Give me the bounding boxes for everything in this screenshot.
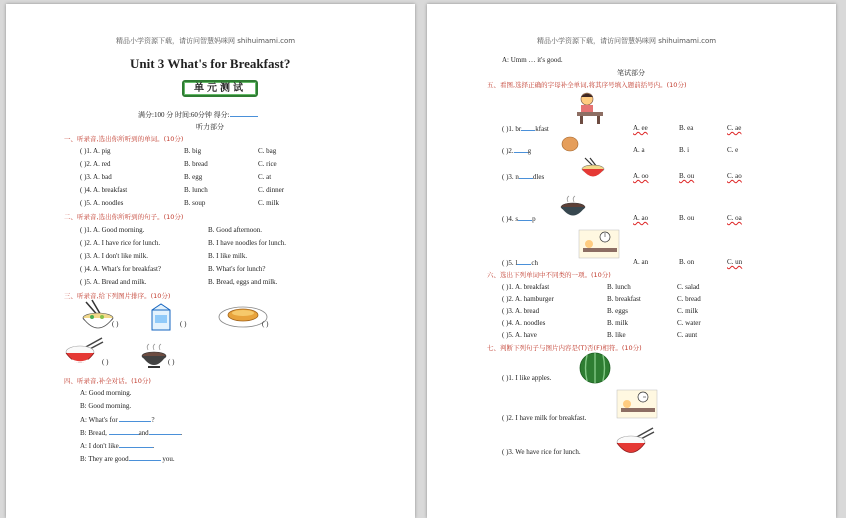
section-7-title: 七、判断下列句子与图片内容是(T)否(F)相符。(10分)	[487, 344, 642, 352]
s4-line-4: B: Bread, and .	[80, 429, 183, 437]
s3-paren-3: ( )	[262, 320, 269, 328]
milk-carton-image	[150, 302, 172, 332]
s5-item-2-c: C. e	[727, 146, 739, 154]
s2-item-3-a: ( )3. A. I don't like milk.	[80, 252, 148, 260]
unit-title: Unit 3 What's for Breakfast?	[130, 56, 291, 71]
s1-item-4: ( )4. A. breakfast	[80, 186, 128, 194]
document-page-right	[427, 4, 836, 518]
section-3-title: 三、听录音,给下列图片排序。(10分)	[64, 292, 171, 300]
watermelon-image	[579, 352, 611, 384]
section-6-title: 六、选出下列单词中不同类的一项。(10分)	[487, 271, 611, 279]
s5-item-1-c: C. ae	[727, 124, 742, 132]
s7-item-1: ( )1. I like apples.	[502, 374, 552, 382]
s5-item-3-c: C. ao	[727, 172, 742, 180]
s7-item-2: ( )2. I have milk for breakfast.	[502, 414, 587, 422]
lunch-clock-image	[579, 230, 619, 258]
s6-item-5-a: ( )5. A. have	[502, 331, 537, 339]
s5-item-4-a: A. ao	[633, 214, 649, 222]
s5-item-5-c: C. un	[727, 258, 743, 266]
s4-line-3: A: What's for ?	[80, 416, 155, 424]
s3-paren-2: ( )	[180, 320, 187, 328]
s2-item-1-b: B. Good afternoon.	[208, 226, 263, 234]
bread-plate-image	[218, 302, 268, 328]
s1-item-1-c: C. bag	[258, 147, 277, 155]
s6-item-3-a: ( )3. A. bread	[502, 307, 540, 315]
s1-item-5-c: C. milk	[258, 199, 280, 207]
s6-item-1-c: C. salad	[677, 283, 700, 291]
dialogue-end-line: A: Umm … it's good.	[502, 56, 563, 64]
s6-item-2-c: C. bread	[677, 295, 701, 303]
written-title: 笔试部分	[617, 69, 645, 77]
s6-item-2-b: B. breakfast	[607, 295, 641, 303]
score-line: 满分:100 分 时间:60分钟 得分:	[138, 110, 258, 120]
s5-item-2: ( )2. g	[502, 147, 532, 155]
noodle-bowl-image	[80, 300, 119, 332]
s3-paren-4: ( )	[102, 358, 109, 366]
s4-line-2: B: Good morning.	[80, 402, 132, 410]
soup-image	[559, 196, 587, 220]
s6-item-4-a: ( )4. A. noodles	[502, 319, 546, 327]
s1-item-1-b: B. big	[184, 147, 202, 155]
section-5-title: 五、看图,选择正确的字母补全单词,将其序号填入题前括号内。(10分)	[487, 81, 687, 89]
s1-item-2: ( )2. A. red	[80, 160, 111, 168]
s5-item-3: ( )3. n dles	[502, 173, 545, 181]
s5-item-2-a: A. a	[633, 146, 645, 154]
s2-item-4-a: ( )4. A. What's for breakfast?	[80, 265, 162, 273]
s2-item-3-b: B. I like milk.	[208, 252, 248, 260]
s1-item-1: ( )1. A. pig	[80, 147, 111, 155]
s3-paren-1: ( )	[112, 320, 119, 328]
s1-item-3-b: B. egg	[184, 173, 203, 181]
page-header-right: 精品小学资源下载，请访问智慧妈咪网 shihuimami.com	[537, 37, 717, 45]
s6-item-1-a: ( )1. A. breakfast	[502, 283, 550, 291]
s5-item-1-b: B. ea	[679, 124, 694, 132]
document-page-left	[6, 4, 415, 518]
breakfast-girl-image	[577, 92, 603, 124]
s5-item-4-b: B. ou	[679, 214, 695, 222]
s6-item-1-b: B. lunch	[607, 283, 631, 291]
page-header: 精品小学资源下载，请访问智慧妈咪网 shihuimami.com	[116, 37, 296, 45]
s2-item-5-a: ( )5. A. Bread and milk.	[80, 278, 147, 286]
s6-item-5-c: C. aunt	[677, 331, 698, 339]
listening-title: 听力部分	[196, 123, 224, 131]
s6-item-4-c: C. water	[677, 319, 701, 327]
s2-item-2-b: B. I have noodles for lunch.	[208, 239, 286, 247]
s4-line-6: B: They are good you.	[80, 455, 175, 463]
test-badge: 单元测试	[182, 78, 258, 96]
s1-item-3-c: C. at	[258, 173, 272, 181]
s7-item-3: ( )3. We have rice for lunch.	[502, 448, 581, 456]
section-4-title: 四、听录音,补全对话。(10分)	[64, 377, 151, 385]
s6-item-4-b: B. milk	[607, 319, 629, 327]
s1-item-2-b: B. bread	[184, 160, 208, 168]
s2-item-4-b: B. What's for lunch?	[208, 265, 266, 273]
rice-image	[615, 428, 655, 458]
s6-item-5-b: B. like	[607, 331, 626, 339]
s1-item-4-c: C. dinner	[258, 186, 285, 194]
s1-item-3: ( )3. A. bad	[80, 173, 112, 181]
s2-item-1-a: ( )1. A. Good morning.	[80, 226, 145, 234]
s5-item-3-b: B. ou	[679, 172, 695, 180]
egg-image	[561, 136, 579, 152]
s1-item-2-c: C. rice	[258, 160, 277, 168]
s6-item-3-c: C. milk	[677, 307, 699, 315]
s2-item-2-a: ( )2. A. I have rice for lunch.	[80, 239, 161, 247]
soup-bowl-image	[140, 344, 168, 370]
s5-item-2-b: B. i	[679, 146, 690, 154]
s5-item-1-a: A. ee	[633, 124, 648, 132]
s6-item-2-a: ( )2. A. hamburger	[502, 295, 554, 303]
s5-item-1: ( )1. br kfast	[502, 125, 549, 133]
section-1-title: 一、听录音,选出你所听到的单词。(10分)	[64, 135, 184, 143]
s4-line-5: A: I don't like .	[80, 442, 155, 450]
rice-bowl-image	[62, 338, 104, 368]
s5-item-4-c: C. oa	[727, 214, 742, 222]
s5-item-5-a: A. an	[633, 258, 649, 266]
s5-item-5: ( )5. l ch	[502, 259, 538, 267]
noodles-image	[581, 158, 605, 180]
s1-item-5: ( )5. A. noodles	[80, 199, 124, 207]
s1-item-5-b: B. soup	[184, 199, 206, 207]
s5-item-4: ( )4. s p	[502, 215, 536, 223]
s5-item-5-b: B. on	[679, 258, 695, 266]
section-2-title: 二、听录音,选出你所听到的句子。(10分)	[64, 213, 184, 221]
s3-paren-5: ( )	[168, 358, 175, 366]
s5-item-3-a: A. oo	[633, 172, 649, 180]
s4-line-1: A: Good morning.	[80, 389, 132, 397]
breakfast-milk-image	[617, 390, 657, 418]
s6-item-3-b: B. eggs	[607, 307, 628, 315]
s2-item-5-b: B. Bread, eggs and milk.	[208, 278, 278, 286]
s1-item-4-b: B. lunch	[184, 186, 208, 194]
